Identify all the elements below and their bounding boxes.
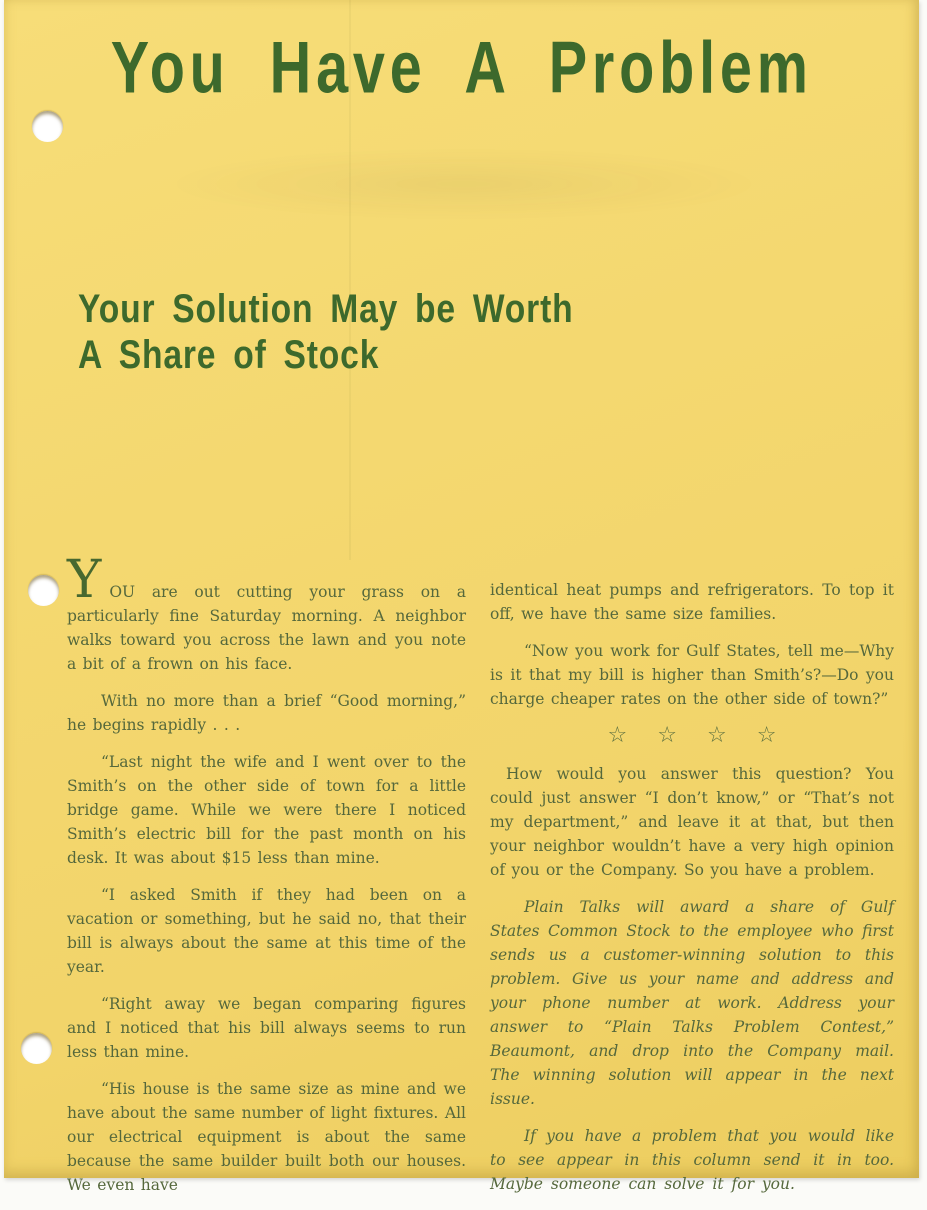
- paragraph: With no more than a brief “Good morning,” he begins rapidly . . .: [67, 692, 466, 734]
- paragraph: “Now you work for Gulf States, tell me—Why is it that my bill is higher than Smith’s?—Do you charge cheaper rates on the other side of town?”: [490, 642, 894, 708]
- paragraph: “Right away we began comparing figures and I noticed that his bill always seems to run less than mine.: [67, 995, 466, 1061]
- subtitle-line-1: Your Solution May be Worth: [78, 287, 574, 331]
- punch-hole: [32, 111, 63, 142]
- punch-hole: [28, 575, 59, 606]
- paragraph: How would you answer this question? You could just answer “I don’t know,” or “That’s not my department,” and leave it at that, but then your neighbor wouldn’t have a very high opinion of you or the Company. So you have a problem.: [490, 765, 894, 879]
- star-icon: ☆: [657, 723, 677, 748]
- paragraph: “I asked Smith if they had been on a vacation or something, but he said no, that their bill is always about the same at this time of the year.: [67, 886, 466, 976]
- right-text-column: [490, 578, 894, 1209]
- ink-bleed-smudge: [164, 148, 764, 220]
- paragraph-italic: If you have a problem that you would like to see appear in this column send it in too. Maybe someone can solve it for you.: [490, 1127, 894, 1193]
- punch-hole: [21, 1033, 52, 1064]
- paper-sheet: [4, 0, 919, 1194]
- left-text-column: [67, 550, 466, 1210]
- star-icon: ☆: [707, 723, 727, 748]
- paragraph: identical heat pumps and refrigerators. To top it off, we have the same size families.: [490, 581, 894, 623]
- paragraph: “His house is the same size as mine and we have about the same number of light fixtures. All our electrical equipment is about the same because the same builder built both our houses. We even have: [67, 1080, 466, 1194]
- paragraph-lead: [67, 550, 466, 676]
- paragraph-lead-text: OU are out cutting your grass on a particularly fine Saturday morning. A neighbor walks toward you across the lawn and you note a bit of a frown on his face.: [67, 583, 466, 673]
- subtitle: [78, 286, 668, 378]
- stars-divider: [490, 724, 894, 748]
- paragraph: “Last night the wife and I went over to the Smith’s on the other side of town for a little bridge game. While we were there I noticed Smith’s electric bill for the past month on his desk. It was about $15 less than mine.: [67, 753, 466, 867]
- drop-cap: Y: [67, 550, 104, 610]
- subtitle-line-2: A Share of Stock: [78, 333, 380, 377]
- page-title: [4, 26, 919, 108]
- paragraph-italic: Plain Talks will award a share of Gulf States Common Stock to the employee who first sends us a customer-winning solution to this problem. Give us your name and address and your phone number at work. Address your answer to “Plain Talks Problem Contest,” Beaumont, and drop into the Company mail. The winning solution will appear in the next issue.: [490, 898, 894, 1108]
- star-icon: ☆: [607, 723, 628, 748]
- page-title-text: You Have A Problem: [110, 27, 813, 109]
- star-icon: ☆: [756, 723, 777, 748]
